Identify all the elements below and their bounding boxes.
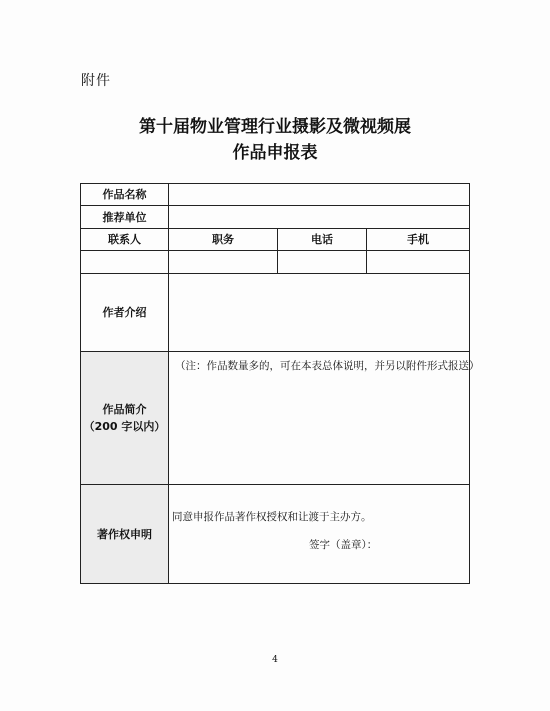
contact-field[interactable] xyxy=(80,250,169,274)
recommending-unit-label: 推荐单位 xyxy=(80,205,169,229)
work-intro-field[interactable] xyxy=(168,351,480,485)
position-field[interactable] xyxy=(168,250,278,274)
author-intro-label: 作者介绍 xyxy=(80,273,169,352)
work-name-label: 作品名称 xyxy=(80,183,169,206)
work-intro-note: （注：作品数量多的，可在本表总体说明，并另以附件形式报送） xyxy=(175,360,480,372)
phone-label: 电话 xyxy=(277,228,367,251)
mobile-field[interactable] xyxy=(366,250,470,274)
application-form-table xyxy=(80,183,480,584)
author-intro-field[interactable] xyxy=(168,273,470,352)
phone-field[interactable] xyxy=(277,250,367,274)
position-label: 职务 xyxy=(168,228,278,251)
copyright-field[interactable] xyxy=(168,484,470,584)
mobile-label: 手机 xyxy=(366,228,470,251)
form-subtitle: 作品申报表 xyxy=(232,143,318,163)
recommending-unit-field[interactable] xyxy=(168,205,470,229)
copyright-label: 著作权申明 xyxy=(80,484,169,584)
form-title: 第十届物业管理行业摄影及微视频展 xyxy=(139,117,411,137)
work-intro-label-cell xyxy=(80,351,169,485)
contact-label: 联系人 xyxy=(80,228,169,251)
work-intro-label: 作品简介 xyxy=(102,403,147,416)
work-intro-limit: （200 字以内） xyxy=(83,420,166,433)
attachment-label: 附件 xyxy=(81,73,111,89)
signature-label: 签字（盖章）： xyxy=(309,539,378,551)
work-name-field[interactable] xyxy=(168,183,470,206)
page-number: 4 xyxy=(272,655,278,665)
copyright-statement: 同意申报作品著作权授权和让渡于主办方。 xyxy=(172,511,372,523)
